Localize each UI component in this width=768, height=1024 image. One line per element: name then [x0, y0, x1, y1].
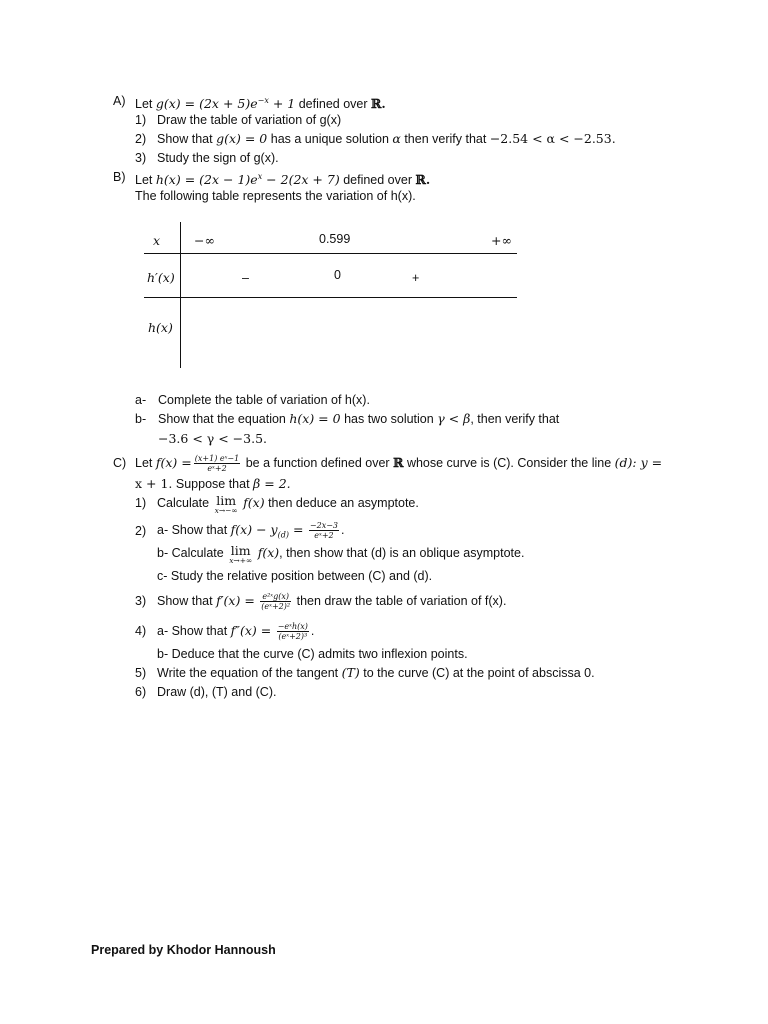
- a-item-2-num: 2): [135, 132, 147, 146]
- c-q2-num: 2): [135, 524, 147, 538]
- table-line-1: [144, 253, 517, 254]
- part-a-label: A): [113, 94, 126, 108]
- c-q2b: b- Calculate lim x→+∞ f(x), then show that (d) is an oblique asymptote.: [157, 543, 525, 565]
- reals-symbol: ℝ.: [371, 96, 386, 112]
- a-item-1: Draw the table of variation of g(x): [157, 113, 342, 127]
- c-q4b: b- Deduce that the curve (C) admits two inflexion points.: [157, 647, 468, 661]
- part-a-let: Let: [135, 97, 153, 112]
- b-item-a-num: a-: [135, 393, 147, 407]
- table-row-hprime: h′(x): [147, 270, 175, 285]
- table-row-x: x: [153, 233, 161, 248]
- b-item-b: Show that the equation h(x) = 0 has two solution γ < β, then verify that: [158, 411, 560, 426]
- part-c-label: C): [113, 456, 127, 470]
- part-b-intro: Let $h(x) = (2x - 1)e^x - 2(2x + 7)$ defined over ℝ.: [135, 172, 431, 188]
- c-q2c: c- Study the relative position between (C) and (d).: [157, 569, 433, 583]
- c-q4a: a- Show that f″(x) = $\frac{\text{−eˣh(x)}}{\text{(eˣ+2)³}}$ .: [157, 622, 315, 642]
- b-item-b-num: b-: [135, 412, 147, 426]
- f-fraction: $\frac{\text{(x+1) eˣ−1}}{\text{eˣ+2}}$: [194, 454, 240, 474]
- c-q1: Calculate lim x→−∞ f(x) then deduce an asymptote.: [157, 493, 419, 515]
- table-caption: The following table represents the variation of h(x).: [135, 189, 416, 203]
- part-b-label: B): [113, 170, 126, 184]
- c-q1-num: 1): [135, 496, 147, 510]
- c-q5-num: 5): [135, 666, 147, 680]
- part-a-intro: [135, 93, 386, 112]
- a-item-1-num: 1): [135, 113, 147, 127]
- part-c-intro: Let f(x) = $\frac{\text{(x+1) eˣ−1}}{\text{eˣ+2}}$ be a function defined over ℝ whose curve is (C). Consider the line (d): y =: [135, 454, 663, 474]
- part-a-defined: defined over: [298, 97, 368, 112]
- table-vertical-line: [180, 222, 181, 368]
- x-plus-infinity: +∞: [491, 233, 512, 248]
- sign-zero: 0: [334, 268, 341, 282]
- h-definition: $h(x) = (2x - 1)e^x - 2(2x + 7)$: [155, 172, 340, 188]
- footer-author: Prepared by Khodor Hannoush: [91, 943, 276, 957]
- c-q2a: a- Show that $f(x) - y_{(d)}$ = $\frac{-2x-3}{\text{eˣ+2}}$ .: [157, 521, 345, 541]
- c-q4-num: 4): [135, 624, 147, 638]
- part-c-intro-line2: x + 1. Suppose that β = 2.: [135, 476, 291, 491]
- b-item-b-continuation: −3.6 < γ < −3.5.: [158, 431, 267, 446]
- table-row-h: h(x): [148, 320, 173, 335]
- sign-negative: –: [242, 271, 249, 285]
- table-line-2: [144, 297, 517, 298]
- b-item-a: Complete the table of variation of h(x).: [158, 393, 370, 407]
- a-item-2: Show that g(x) = 0 has a unique solution α then verify that −2.54 < α < −2.53.: [157, 131, 616, 146]
- g-definition: $g(x) = (2x + 5)e^{-x} + 1$: [155, 96, 296, 112]
- c-q6: Draw (d), (T) and (C).: [157, 685, 277, 699]
- c-q5: Write the equation of the tangent (T) to the curve (C) at the point of abscissa 0.: [157, 665, 595, 680]
- sign-positive: +: [412, 271, 420, 285]
- c-q3-num: 3): [135, 594, 147, 608]
- x-minus-infinity: −∞: [194, 233, 215, 248]
- c-q6-num: 6): [135, 685, 147, 699]
- a-item-3-num: 3): [135, 151, 147, 165]
- x-zero-point: 0.599: [319, 232, 351, 246]
- c-q3: Show that f′(x) = $\frac{\text{e²ˣg(x)}}{\text{(eˣ+2)²}}$ then draw the table of variation of f(x).: [157, 592, 507, 612]
- a-item-3: Study the sign of g(x).: [157, 151, 279, 165]
